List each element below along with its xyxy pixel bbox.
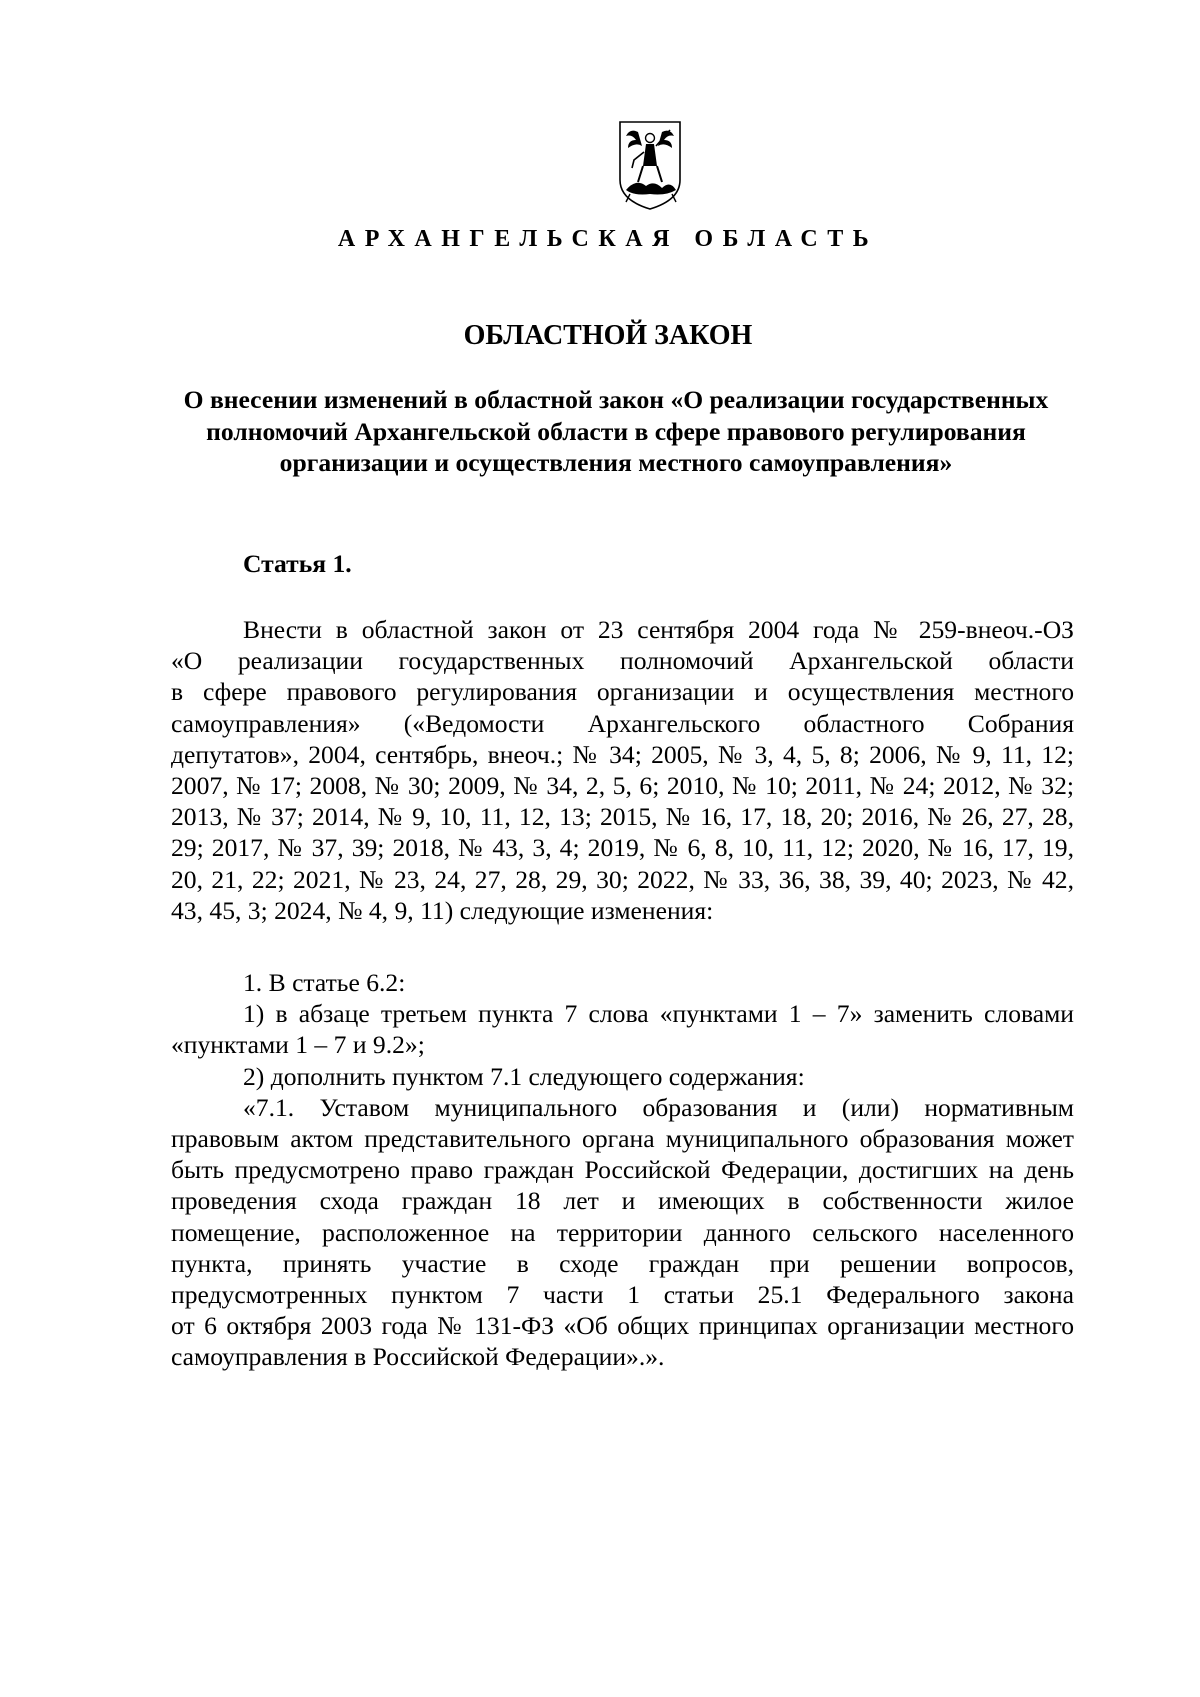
coat-of-arms-icon [616, 116, 684, 212]
amendments-list [171, 967, 1074, 1372]
text-line: правовым актом представительного органа муниципального образования может [171, 1123, 1074, 1153]
text-line: 2007, № 17; 2008, № 30; 2009, № 34, 2, 5, 6; 2010, № 10; 2011, № 24; 2012, № 32; [171, 770, 1074, 800]
article-paragraph [171, 614, 1074, 926]
text-line: предусмотренных пунктом 7 части 1 статьи 25.1 Федерального закона [171, 1279, 1074, 1309]
text-line: от 6 октября 2003 года № 131-ФЗ «Об общих принципах организации местного [171, 1311, 1074, 1341]
text-line: депутатов», 2004, сентябрь, внеоч.; № 34; 2005, № 3, 4, 5, 8; 2006, № 9, 11, 12; [171, 739, 1074, 769]
article-heading: Статья 1. [243, 549, 352, 578]
text-line: 1) в абзаце третьем пункта 7 слова «пунктами 1 – 7» заменить словами [243, 999, 1074, 1029]
item-heading: 1. В статье 6.2: [243, 968, 406, 997]
text-line: помещение, расположенное на территории данного сельского населенного [171, 1217, 1074, 1247]
text-line: быть предусмотрено право граждан Российской Федерации, достигших на день [171, 1155, 1074, 1185]
text-line: пункта, принять участие в сходе граждан при решении вопросов, [171, 1248, 1074, 1278]
title-line: О внесении изменений в областной закон «О реализации государственных [183, 385, 1049, 414]
text-line: проведения схода граждан 18 лет и имеющих в собственности жилое [171, 1186, 1074, 1216]
text-line: Внести в областной закон от 23 сентября 2004 года № 259-внеоч.-ОЗ [243, 615, 1074, 644]
text-line: самоуправления в Российской Федерации».». [171, 1342, 665, 1372]
text-line: 2) дополнить пунктом 7.1 следующего содержания: [243, 1061, 805, 1091]
region-name: АРХАНГЕЛЬСКАЯ ОБЛАСТЬ [337, 226, 879, 252]
title-line: организации и осуществления местного самоуправления» [279, 448, 953, 477]
text-line: 20, 21, 22; 2021, № 23, 24, 27, 28, 29, 30; 2022, № 33, 36, 38, 39, 40; 2023, № 42, [171, 864, 1074, 894]
text-line: 29; 2017, № 37, 39; 2018, № 43, 3, 4; 2019, № 6, 8, 10, 11, 12; 2020, № 16, 17, 19, [171, 833, 1074, 863]
text-line: 2013, № 37; 2014, № 9, 10, 11, 12, 13; 2015, № 16, 17, 18, 20; 2016, № 26, 27, 28, [171, 802, 1074, 832]
text-line: самоуправления» («Ведомости Архангельского областного Собрания [171, 708, 1074, 738]
text-line: в сфере правового регулирования организации и осуществления местного [171, 677, 1074, 707]
text-line: 43, 45, 3; 2024, № 4, 9, 11) следующие изменения: [171, 895, 714, 925]
document-title [160, 384, 1072, 479]
text-line: «О реализации государственных полномочий Архангельской области [171, 646, 1074, 676]
document-type: ОБЛАСТНОЙ ЗАКОН [463, 320, 753, 351]
title-line: полномочий Архангельской области в сфере правового регулирования [206, 416, 1026, 446]
text-line: «пунктами 1 – 7 и 9.2»; [171, 1030, 425, 1060]
text-line: «7.1. Уставом муниципального образования и (или) нормативным [243, 1092, 1074, 1122]
